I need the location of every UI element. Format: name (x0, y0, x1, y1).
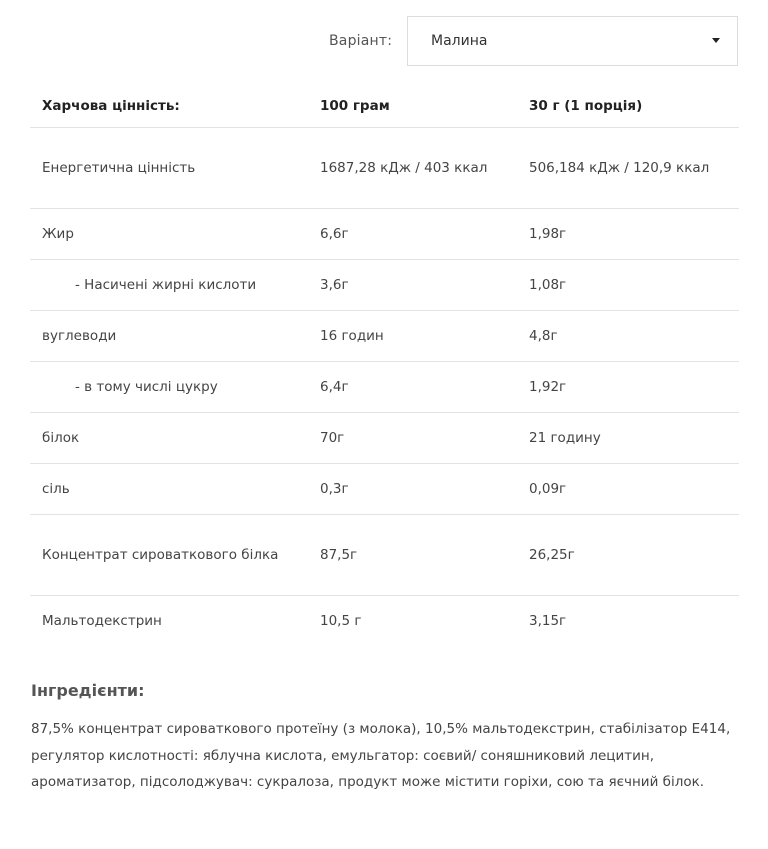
caret-down-icon (712, 38, 720, 43)
table-row (30, 128, 739, 209)
nutrient-name: Енергетична цінність (30, 128, 308, 209)
value-serving: 4,8г (517, 311, 739, 362)
value-100g: 10,5 г (320, 612, 362, 629)
value-serving: 506,184 кДж / 120,9 ккал (517, 128, 739, 209)
value-serving: 21 годину (517, 413, 739, 464)
value-serving: 26,25г (517, 515, 739, 596)
value-100g: 87,5г (308, 515, 517, 596)
header-per-100g: 100 грам (308, 86, 517, 128)
ingredients-text: 87,5% концентрат сироваткового протеїну (з молока), 10,5% мальтодекстрин, стабілізатор Е414, регулятор кислотності: яблучна кислота, емульгатор: соєвий/ соняшниковий лецитин, ароматизатор, підсолоджувач: сукралоза, продукт може містити горіхи, сою та яєчний білок. (31, 721, 731, 790)
table-row (30, 311, 739, 362)
nutrient-name: Жир (30, 209, 308, 260)
ingredients-title: Інгредієнти: (31, 681, 145, 700)
value-100g: 6,4г (308, 362, 517, 413)
value-100g: 6,6г (308, 209, 517, 260)
value-100g: 3,6г (308, 260, 517, 311)
value-100g: 70г (308, 413, 517, 464)
table-row (30, 596, 739, 647)
nutrient-name: сіль (30, 464, 308, 515)
variant-label: Варіант: (329, 33, 393, 49)
table-row (30, 362, 739, 413)
nutrient-name: вуглеводи (30, 311, 308, 362)
nutrient-name: білок (30, 413, 308, 464)
header-per-serving: 30 г (1 порція) (517, 86, 739, 128)
value-serving: 1,92г (517, 362, 739, 413)
value-100g: 0,3г (308, 464, 517, 515)
value-100g: 16 годин (308, 311, 517, 362)
value-100g: 1687,28 кДж / 403 ккал (308, 128, 517, 209)
value-serving: 1,98г (517, 209, 739, 260)
nutrient-name: Мальтодекстрин (42, 612, 162, 629)
nutrient-name: - Насичені жирні кислоти (30, 260, 308, 311)
variant-dropdown[interactable] (407, 16, 738, 66)
variant-selected-value: Малина (431, 33, 488, 49)
nutrition-header-row (30, 86, 739, 128)
header-nutrient: Харчова цінність: (30, 86, 308, 128)
variant-selector-row (0, 16, 768, 68)
table-row (30, 413, 739, 464)
table-row (30, 209, 739, 260)
value-serving: 3,15г (529, 612, 567, 629)
value-serving: 1,08г (517, 260, 739, 311)
value-serving: 0,09г (517, 464, 739, 515)
nutrient-name: - в тому числі цукру (30, 362, 308, 413)
table-row (30, 464, 739, 515)
nutrition-table (30, 86, 739, 647)
table-row (30, 260, 739, 311)
nutrient-name: Концентрат сироваткового білка (30, 515, 308, 596)
table-row (30, 515, 739, 596)
